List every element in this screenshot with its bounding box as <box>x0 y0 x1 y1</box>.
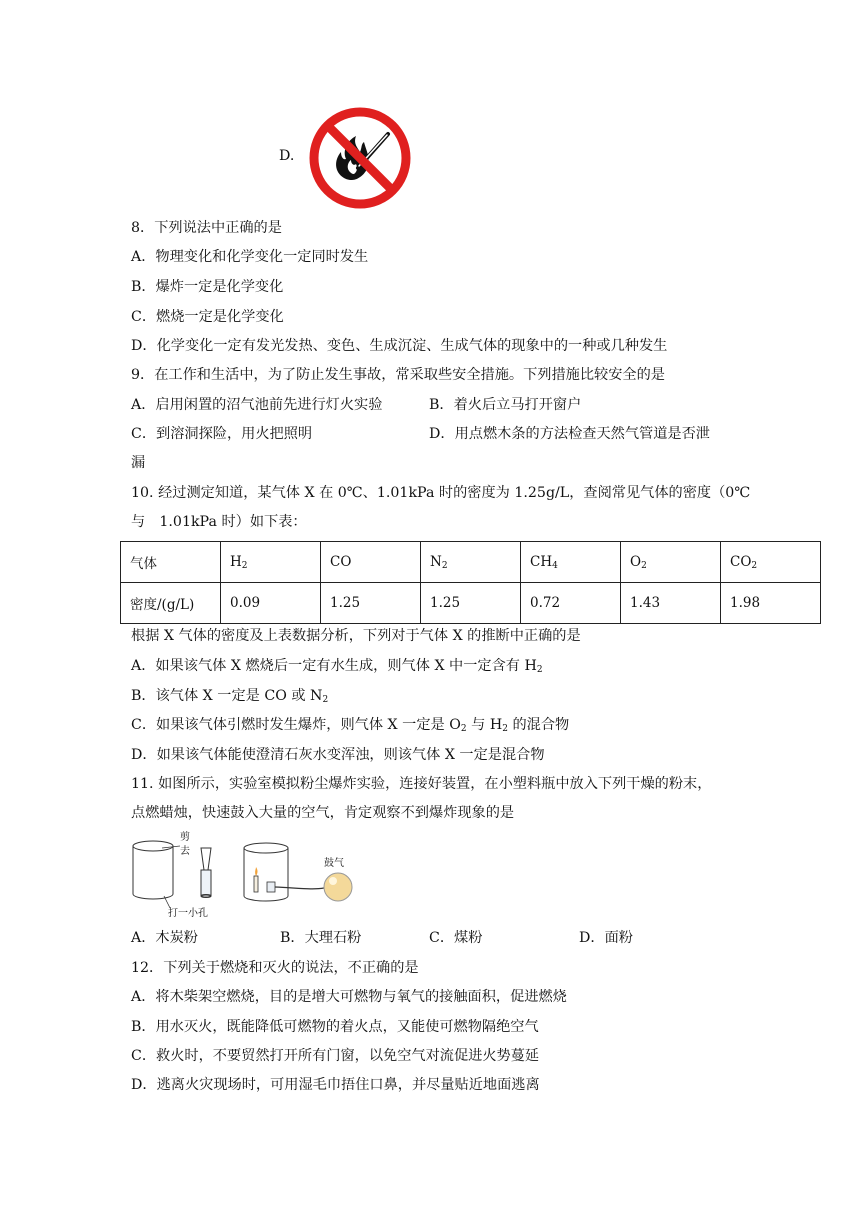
q9-option-a: A．启用闲置的沼气池前先进行灯火实验 <box>131 397 383 413</box>
q9-option-c: C．到溶洞探险，用火把照明 <box>131 426 313 442</box>
question-11-stem-line2: 点燃蜡烛，快速鼓入大量的空气，肯定观察不到爆炸现象的是 <box>131 805 515 821</box>
q11-option-b: B．大理石粉 <box>280 930 362 946</box>
q10-option-b: B．该气体 X 一定是 CO 或 $N_2$ <box>131 688 329 705</box>
q12-option-c: C．救火时，不要贸然打开所有门窗，以免空气对流促进火势蔓延 <box>131 1048 540 1064</box>
q10-after-table: 根据 X 气体的密度及上表数据分析，下列对于气体 X 的推断中正确的是 <box>131 628 581 644</box>
gas-cell: $CO_2$ <box>721 542 821 583</box>
no-open-flame-icon <box>308 106 412 210</box>
density-cell: 1.25 <box>421 583 521 624</box>
gas-cell: $O_2$ <box>621 542 721 583</box>
density-cell: 0.09 <box>221 583 321 624</box>
jar-with-candle-icon <box>244 843 324 901</box>
q11-option-d: D．面粉 <box>579 930 633 946</box>
density-cell: 0.72 <box>521 583 621 624</box>
q8-option-b: B．爆炸一定是化学变化 <box>131 279 284 295</box>
q9-option-d: D．用点燃木条的方法检查天然气管道是否泄 <box>429 426 710 442</box>
question-9-stem: 9．在工作和生活中，为了防止发生事故，常采取些安全措施。下列措施比较安全的是 <box>131 367 665 383</box>
gas-cell: $H_2$ <box>221 542 321 583</box>
q9-option-b: B．着火后立马打开窗户 <box>429 397 582 413</box>
table-density-row <box>121 583 821 624</box>
density-cell: 1.98 <box>721 583 821 624</box>
svg-text:打一小孔: 打一小孔 <box>168 908 208 919</box>
q10-option-c: C．如果该气体引燃时发生爆炸，则气体 X 一定是 $O_2$ 与 $H_2$ 的混合物 <box>131 717 570 734</box>
table-row-label: 密度/(g/L) <box>121 583 221 624</box>
gas-density-table <box>120 541 821 624</box>
gas-cell: $N_2$ <box>421 542 521 583</box>
density-cell: 1.25 <box>321 583 421 624</box>
gas-cell: CO <box>321 542 421 583</box>
table-header-label: 气体 <box>121 542 221 583</box>
svg-text:鼓气: 鼓气 <box>324 858 344 869</box>
table-header-row <box>121 542 821 583</box>
gas-cell: $CH_4$ <box>521 542 621 583</box>
q8-option-a: A．物理变化和化学变化一定同时发生 <box>131 249 369 265</box>
question-12-stem: 12．下列关于燃烧和灭火的说法，不正确的是 <box>131 960 419 976</box>
option-d-label: D. <box>279 148 295 164</box>
q9-option-d-wrap: 漏 <box>131 455 146 471</box>
q10-option-a: A．如果该气体 X 燃烧后一定有水生成，则气体 X 中一定含有 $H_2$ <box>131 658 543 675</box>
q11-option-a: A．木炭粉 <box>131 930 198 946</box>
question-11-stem-line1: 11. 如图所示，实验室模拟粉尘爆炸实验，连接好装置，在小塑料瓶中放入下列干燥的粉末， <box>131 776 712 792</box>
q8-option-d: D．化学变化一定有发光发热、变色、生成沉淀、生成气体的现象中的一种或几种发生 <box>131 338 668 354</box>
question-10-stem-line1: 10. 经过测定知道，某气体 X 在 0℃、1.01kPa 时的密度为 1.25g/L，查阅常见气体的密度（0℃ <box>131 485 751 501</box>
svg-text:剪: 剪 <box>180 832 190 843</box>
small-bottle-icon <box>201 848 211 898</box>
svg-text:去: 去 <box>180 846 190 857</box>
question-10-stem-line2: 与 1.01kPa 时）如下表： <box>131 514 307 530</box>
q10-option-d: D．如果该气体能使澄清石灰水变浑浊，则该气体 X 一定是混合物 <box>131 747 545 763</box>
air-bulb-icon <box>324 873 352 901</box>
plastic-bottle-icon <box>133 841 173 899</box>
density-cell: 1.43 <box>621 583 721 624</box>
question-8-stem: 8．下列说法中正确的是 <box>131 220 282 236</box>
dust-explosion-apparatus-figure <box>128 830 388 922</box>
q12-option-d: D．逃离火灾现场时，可用湿毛巾捂住口鼻，并尽量贴近地面逃离 <box>131 1077 540 1093</box>
q12-option-a: A．将木柴架空燃烧，目的是增大可燃物与氧气的接触面积，促进燃烧 <box>131 989 567 1005</box>
q11-option-c: C．煤粉 <box>429 930 483 946</box>
q8-option-c: C．燃烧一定是化学变化 <box>131 309 284 325</box>
q12-option-b: B．用水灭火，既能降低可燃物的着火点，又能使可燃物隔绝空气 <box>131 1019 539 1035</box>
